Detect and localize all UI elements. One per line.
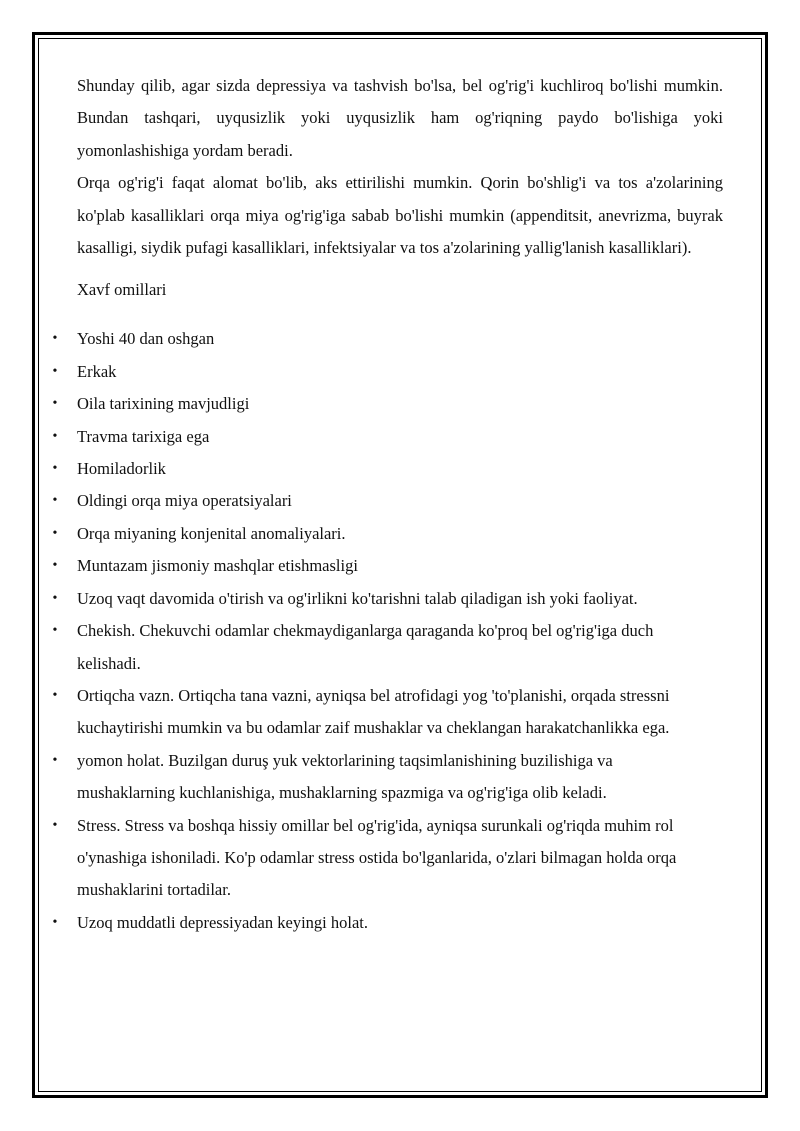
list-item-text: Muntazam jismoniy mashqlar etishmasligi: [77, 556, 358, 576]
paragraph-symptom: Orqa og'rig'i faqat alomat bo'lib, aks ettirilishi mumkin. Qorin bo'shlig'i va tos a'zolarining ko'plab kasalliklari orqa miya og'rig'iga sabab bo'lishi mumkin (appenditsit, anevrizma, buyrak kasalligi, siydik pufagi kasalliklari, infektsiyalar va tos a'zolarining yallig'lanish kasalliklari).: [77, 173, 723, 258]
list-item-text: Homiladorlik: [77, 459, 166, 479]
list-item-text: yomon holat. Buzilgan duruş yuk vektorlarining taqsimlanishining buzilishiga va mushaklarning kuchlanishiga, mushaklarning spazmiga va og'rig'iga olib keladi.: [77, 750, 613, 803]
section-heading-risk-factors: Xavf omillari: [77, 280, 167, 300]
list-item: [52, 323, 597, 355]
risk-factors-list: [52, 323, 723, 939]
list-item: [52, 518, 597, 550]
list-item-text: Ortiqcha vazn. Ortiqcha tana vazni, ayniqsa bel atrofidagi yog 'to'planishi, orqada stressni kuchaytirishi mumkin va bu odamlar zaif mushaklar va cheklangan harakatchanlikka ega.: [77, 685, 670, 738]
list-item: [52, 388, 597, 420]
list-item-text: Oldingi orqa miya operatsiyalari: [77, 491, 292, 511]
list-item-text: Orqa miyaning konjenital anomaliyalari.: [77, 523, 346, 543]
list-item-text: Uzoq vaqt davomida o'tirish va og'irlikni ko'tarishni talab qiladigan ish yoki faoliyat.: [77, 588, 638, 608]
bullet-icon: •: [52, 558, 58, 574]
list-item-text: Stress. Stress va boshqa hissiy omillar bel og'rig'ida, ayniqsa surunkali og'riqda muhim rol o'ynashiga ishoniladi. Ko'p odamlar stress ostida bo'lganlarida, o'zlari bilmagan holda orqa mushaklarini tortadilar.: [77, 815, 677, 900]
bullet-icon: •: [52, 396, 58, 412]
bullet-icon: •: [52, 817, 58, 833]
list-item: [52, 453, 597, 485]
list-item: [52, 550, 597, 582]
paragraph-depression: Shunday qilib, agar sizda depressiya va tashvish bo'lsa, bel og'rig'i kuchliroq bo'lishi mumkin. Bundan tashqari, uyqusizlik yoki uyqusizlik ham og'riqning paydo bo'lishiga yoki yomonlashishiga yordam beradi.: [77, 76, 723, 160]
bullet-icon: •: [52, 687, 58, 703]
list-item-text: Chekish. Chekuvchi odamlar chekmaydiganlarga qaraganda ko'proq bel og'rig'iga duch kelishadi.: [77, 621, 654, 673]
bullet-icon: •: [52, 493, 58, 509]
bullet-icon: •: [52, 461, 58, 477]
list-item-text: Uzoq muddatli depressiyadan keyingi holat.: [77, 912, 368, 932]
list-item: [52, 485, 597, 517]
bullet-icon: •: [52, 914, 58, 930]
list-item: [52, 421, 597, 453]
list-item: [52, 907, 697, 939]
list-item: [52, 680, 697, 745]
bullet-icon: •: [52, 525, 58, 541]
list-item: [52, 356, 597, 388]
list-item-text: Yoshi 40 dan oshgan: [77, 329, 215, 349]
list-item-text: Travma tarixiga ega: [77, 426, 210, 446]
bullet-icon: •: [52, 752, 58, 768]
list-item-text: Oila tarixining mavjudligi: [77, 394, 250, 414]
document-body: [52, 70, 723, 939]
list-item: [52, 583, 723, 615]
bullet-icon: •: [52, 590, 58, 606]
list-item-text: Erkak: [77, 361, 117, 381]
list-item: [52, 615, 697, 680]
bullet-icon: •: [52, 331, 58, 347]
bullet-icon: •: [52, 428, 58, 444]
bullet-icon: •: [52, 623, 58, 639]
list-item: [52, 745, 697, 810]
bullet-icon: •: [52, 363, 58, 379]
list-item: [52, 810, 697, 907]
